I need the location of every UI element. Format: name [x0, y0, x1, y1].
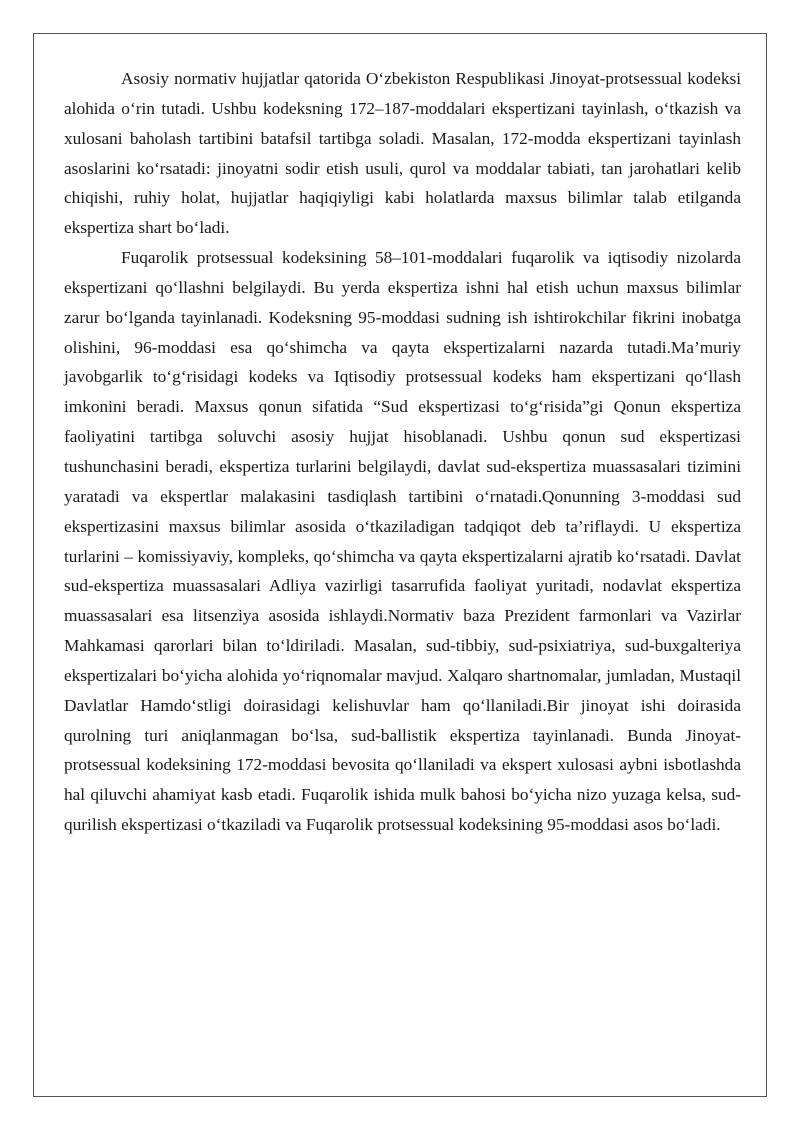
paragraph-1: Asosiy normativ hujjatlar qatorida O‘zbekiston Respublikasi Jinoyat-protsessual kodeksi alohida o‘rin tutadi. Ushbu kodeksning 172–187-moddalari ekspertizani tayinlash, o‘tkazish va xulosani baholash tartibini batafsil tartibga soladi. Masalan, 172-modda ekspertizani tayinlash asoslarini ko‘rsatadi: jinoyatni sodir etish usuli, qurol va moddalar tabiati, tan jarohatlari kelib chiqishi, ruhiy holat, hujjatlar haqiqiyligi kabi holatlarda maxsus bilimlar talab etilganda ekspertiza shart bo‘ladi.	[64, 69, 741, 238]
paragraph-2: Fuqarolik protsessual kodeksining 58–101-moddalari fuqarolik va iqtisodiy nizolarda ekspertizani qo‘llashni belgilaydi. Bu yerda ekspertiza ishni hal etish uchun maxsus bilimlar zarur bo‘lganda tayinlanadi. Kodeksning 95-moddasi sudning ish ishtirokchilar fikrini inobatga olishini, 96-moddasi esa qo‘shimcha va qayta ekspertizalarni nazarda tutadi.Ma’muriy javobgarlik to‘g‘risidagi kodeks va Iqtisodiy protsessual kodeks ham ekspertizani qo‘llash imkonini beradi. Maxsus qonun sifatida “Sud ekspertizasi to‘g‘risida”gi Qonun ekspertiza faoliyatini tartibga soluvchi asosiy hujjat hisoblanadi. Ushbu qonun sud ekspertizasi tushunchasini beradi, ekspertiza turlarini belgilaydi, davlat sud-ekspertiza muassasalari tizimini yaratadi va ekspertlar malakasini tasdiqlash tartibini o‘rnatadi.Qonunning 3-moddasi sud ekspertizasini maxsus bilimlar asosida o‘tkaziladigan tadqiqot deb ta’riflaydi. U ekspertiza turlarini – komissiyaviy, kompleks, qo‘shimcha va qayta ekspertizalarni ajratib ko‘rsatadi. Davlat sud-ekspertiza muassasalari Adliya vazirligi tasarrufida faoliyat yuritadi, nodavlat ekspertiza muassasalari esa litsenziya asosida ishlaydi.Normativ baza Prezident farmonlari va Vazirlar Mahkamasi qarorlari bilan to‘ldiriladi. Masalan, sud-tibbiy, sud-psixiatriya, sud-buxgalteriya ekspertizalari bo‘yicha alohida yo‘riqnomalar mavjud. Xalqaro shartnomalar, jumladan, Mustaqil Davlatlar Hamdo‘stligi doirasidagi kelishuvlar ham qo‘llaniladi.Bir jinoyat ishi doirasida qurolning turi aniqlanmagan bo‘lsa, sud-ballistik ekspertiza tayinlanadi. Bunda Jinoyat-protsessual kodeksining 172-moddasi bevosita qo‘llaniladi va ekspert xulosasi aybni isbotlashda hal qiluvchi ahamiyat kasb etadi. Fuqarolik ishida mulk bahosi bo‘yicha nizo yuzaga kelsa, sud-qurilish ekspertizasi o‘tkaziladi va Fuqarolik protsessual kodeksining 95-moddasi asos bo‘ladi.	[64, 248, 741, 835]
document-body	[64, 64, 741, 840]
